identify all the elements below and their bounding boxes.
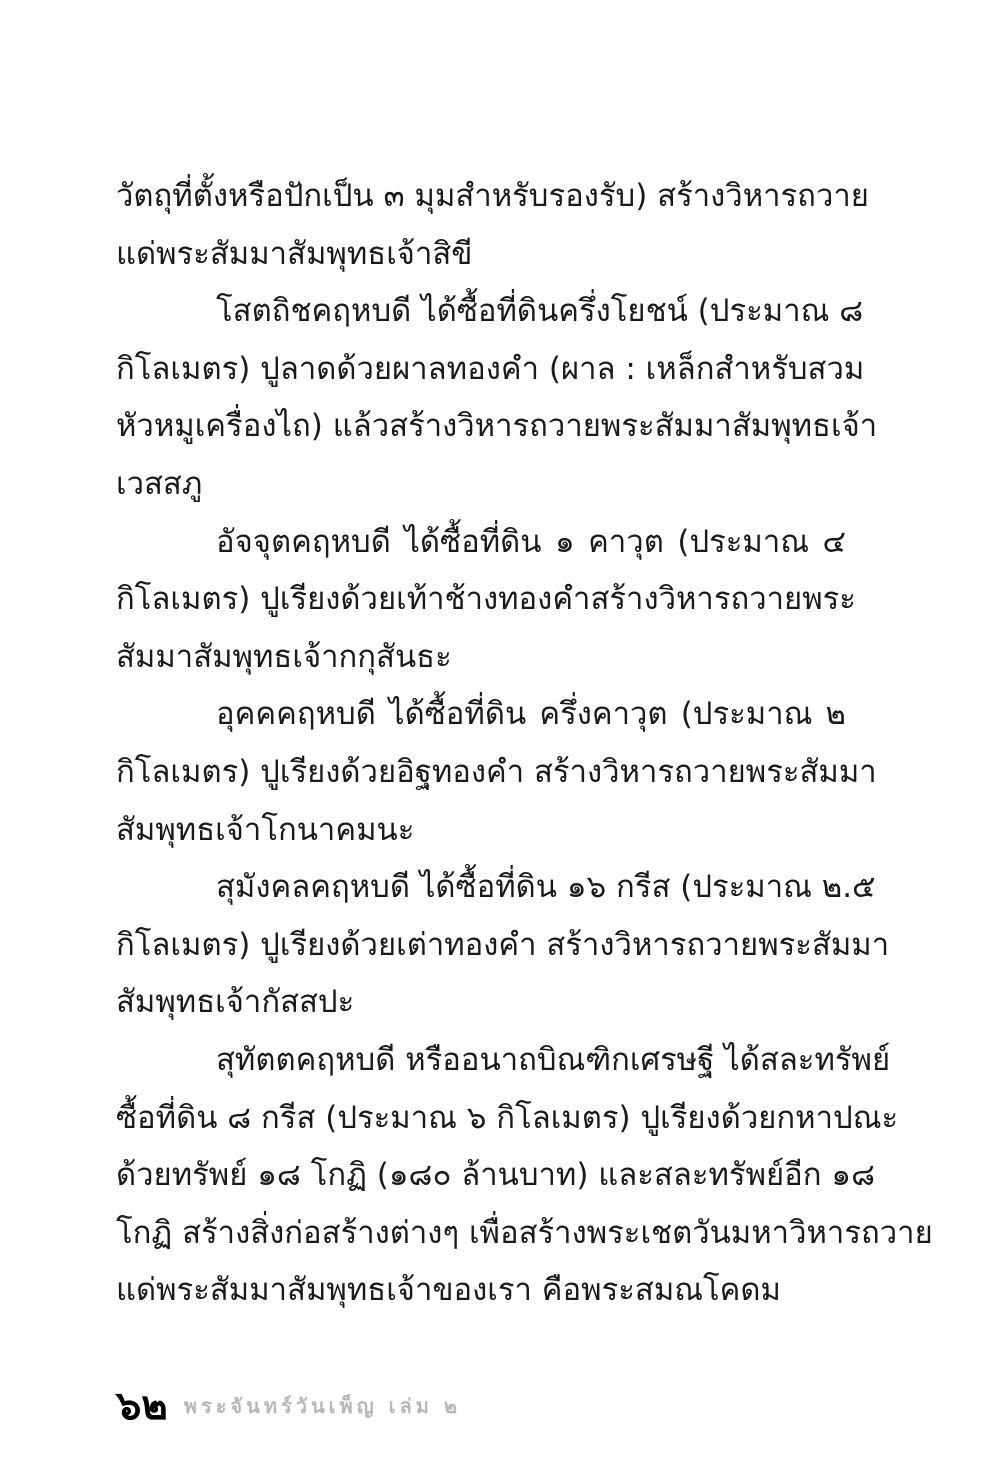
text-line: สัมพุทธเจ้ากัสสปะ <box>116 984 355 1021</box>
text-line: โสตถิชคฤหบดี ได้ซื้อที่ดินครึ่งโยชน์ (ประมาณ ๘ <box>216 293 864 330</box>
text-line: กิโลเมตร) ปูเรียงด้วยอิฐทองคำ สร้างวิหารถวายพระสัมมา <box>116 753 877 790</box>
text-line: วัตถุที่ตั้งหรือปักเป็น ๓ มุมสำหรับรองรับ) สร้างวิหารถวาย <box>116 178 869 214</box>
text-line: หัวหมูเครื่องไถ) แล้วสร้างวิหารถวายพระสัมมาสัมพุทธเจ้า <box>116 408 878 445</box>
text-line: อุคคคฤหบดี ได้ซื้อที่ดิน ครึ่งคาวุต (ประมาณ ๒ <box>216 696 846 733</box>
body-text <box>116 168 933 1320</box>
text-line: แด่พระสัมมาสัมพุทธเจ้าสิขี <box>116 235 473 272</box>
text-line: สุทัตตคฤหบดี หรืออนาถบิณฑิกเศรษฐี ได้สละทรัพย์ <box>216 1041 891 1078</box>
text-line: เวสสภู <box>116 465 203 502</box>
text-line: กิโลเมตร) ปูเรียงด้วยเต่าทองคำ สร้างวิหารถวายพระสัมมา <box>116 926 890 963</box>
text-line: ซื้อที่ดิน ๘ กรีส (ประมาณ ๖ กิโลเมตร) ปูเรียงด้วยกหาปณะ <box>116 1099 899 1136</box>
text-line: อัจจุตคฤหบดี ได้ซื้อที่ดิน ๑ คาวุต (ประมาณ ๔ <box>216 523 846 560</box>
running-title: พระจันทร์วันเพ็ญ เล่ม ๒ <box>183 1394 462 1418</box>
page-number: ๖๒ <box>116 1383 168 1429</box>
text-line: สุมังคลคฤหบดี ได้ซื้อที่ดิน ๑๖ กรีส (ประมาณ ๒.๕ <box>216 869 876 906</box>
text-line: ด้วยทรัพย์ ๑๘ โกฏิ (๑๘๐ ล้านบาท) และสละทรัพย์อีก ๑๘ <box>116 1157 876 1194</box>
text-line: แด่พระสัมมาสัมพุทธเจ้าของเรา คือพระสมณโคดม <box>116 1272 781 1309</box>
text-line: กิโลเมตร) ปูลาดด้วยผาลทองคำ (ผาล : เหล็กสำหรับสวม <box>116 350 865 387</box>
text-line: สัมพุทธเจ้าโกนาคมนะ <box>116 811 415 848</box>
text-line: กิโลเมตร) ปูเรียงด้วยเท้าช้างทองคำสร้างวิหารถวายพระ <box>116 581 856 618</box>
page-footer <box>116 1376 461 1436</box>
text-line: สัมมาสัมพุทธเจ้ากกุสันธะ <box>116 638 452 675</box>
text-line: โกฏิ สร้างสิ่งก่อสร้างต่างๆ เพื่อสร้างพระเชตวันมหาวิหารถวาย <box>116 1214 933 1251</box>
